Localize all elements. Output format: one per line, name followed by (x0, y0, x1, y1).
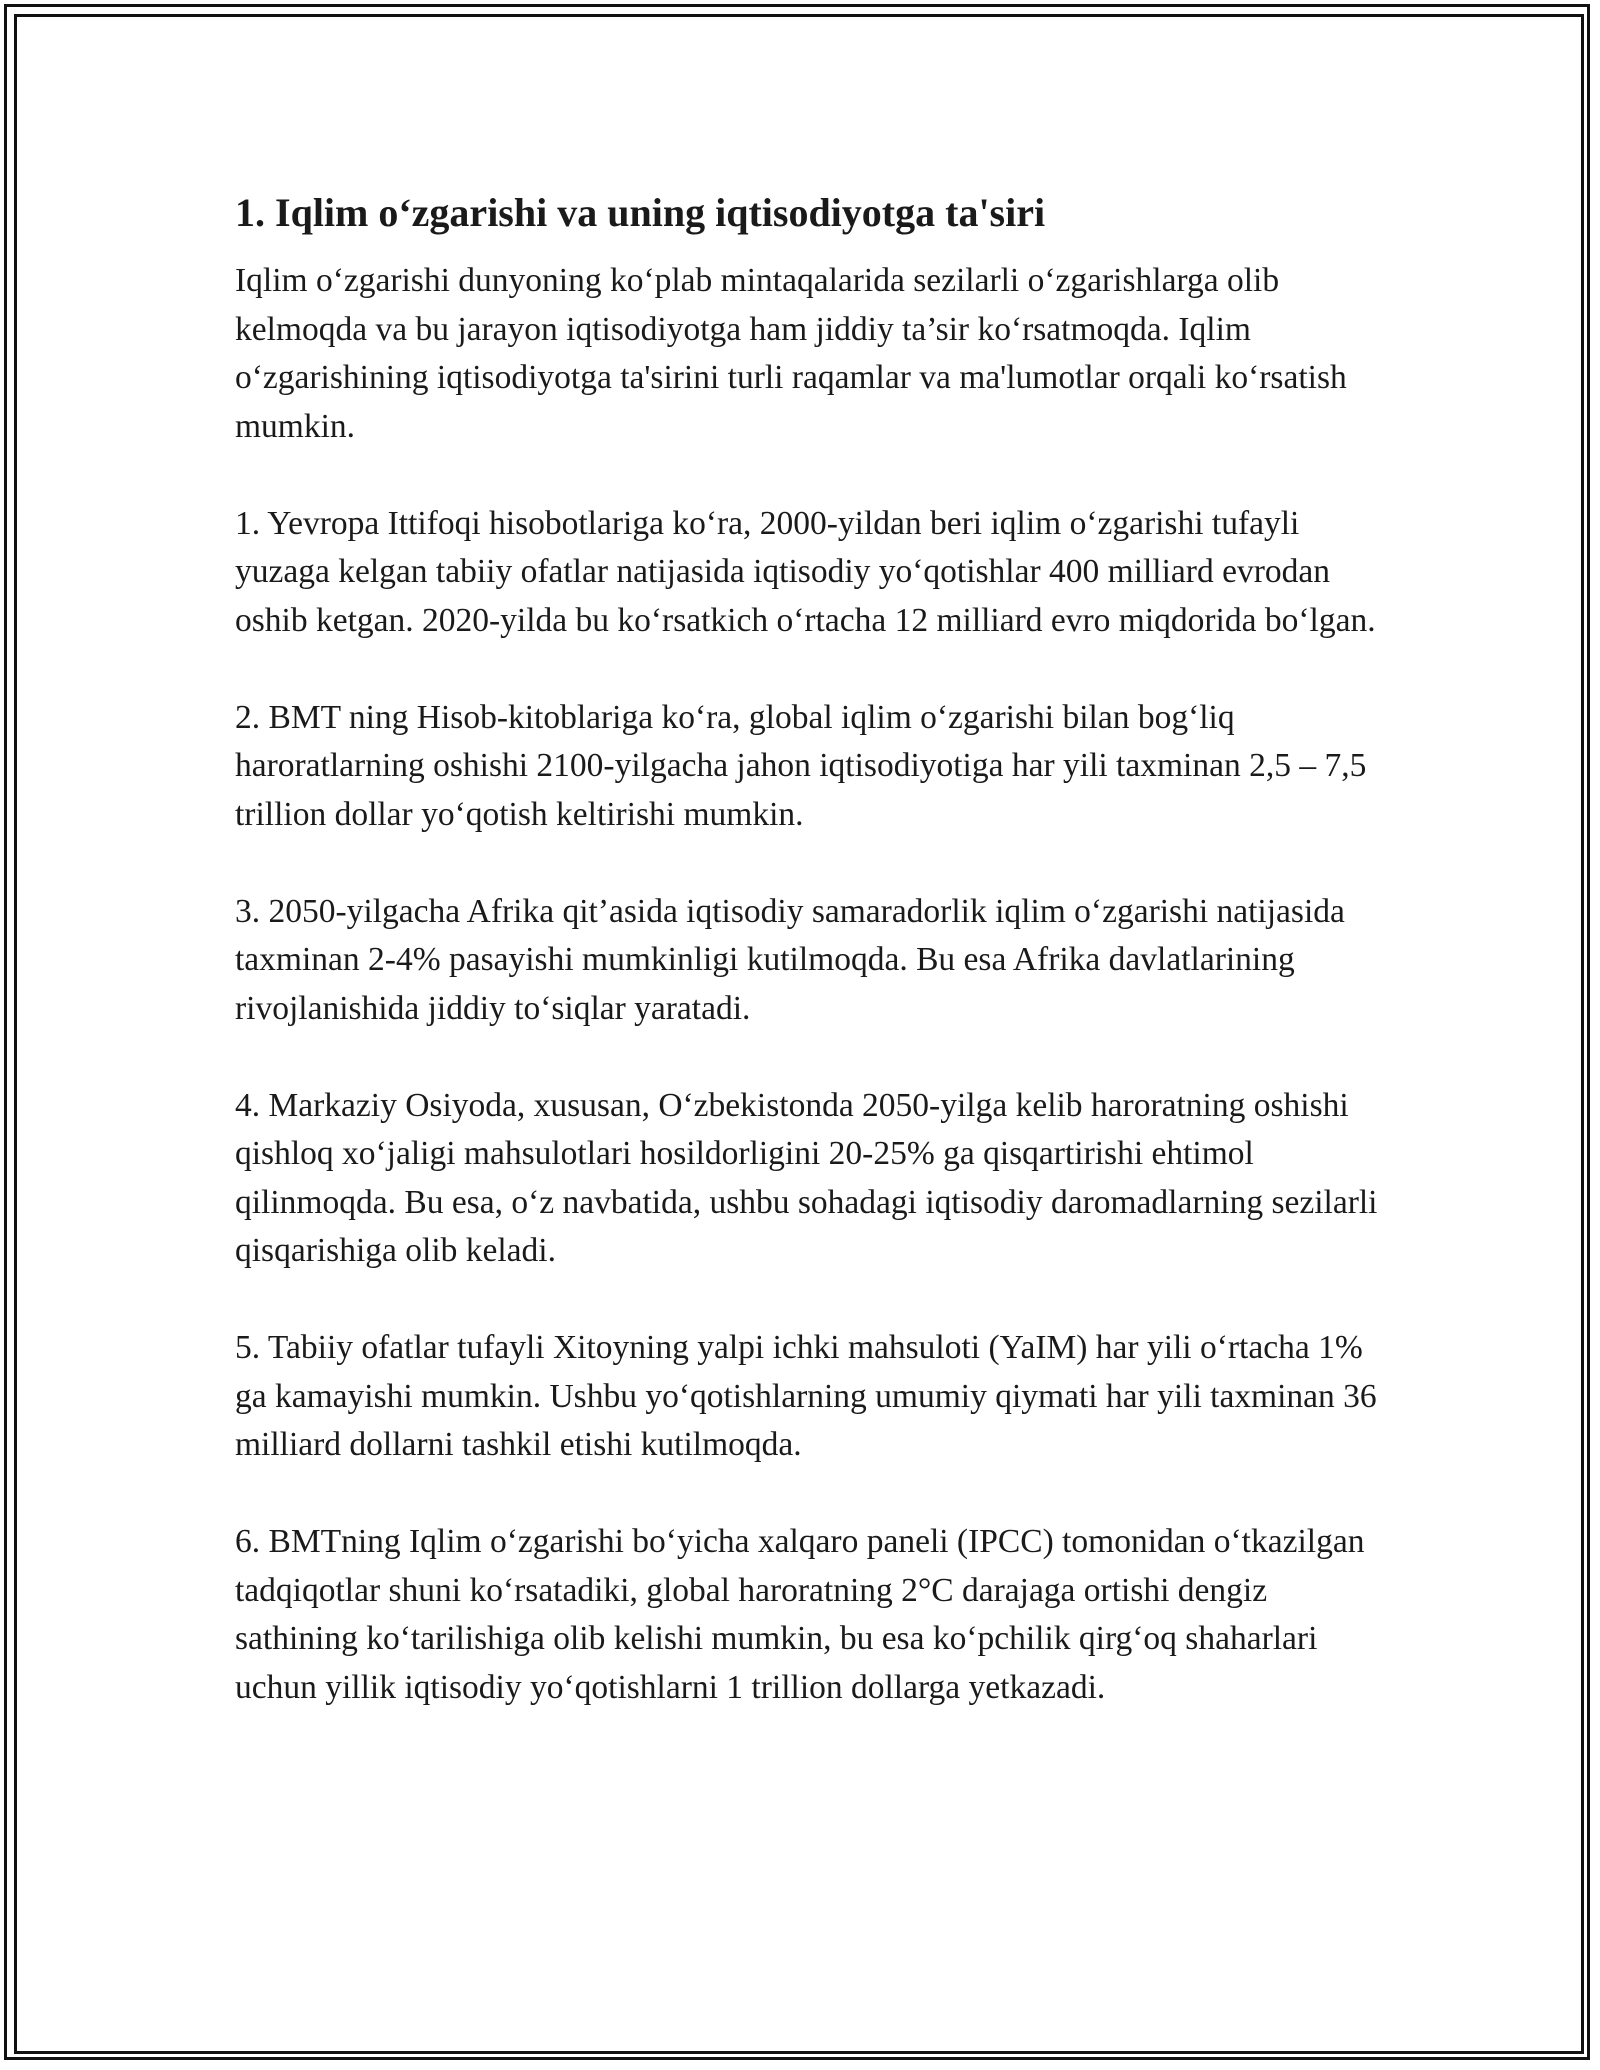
point-1-paragraph: 1. Yevropa Ittifoqi hisobotlariga ko‘ra, 2000-yildan beri iqlim o‘zgarishi tufayli yuzaga kelgan tabiiy ofatlar natijasida iqtisodiy yo‘qotishlar 400 milliard evrodan oshib ketgan. 2020-yilda bu ko‘rsatkich o‘rtacha 12 milliard evro miqdorida bo‘lgan. (235, 504, 1376, 639)
point-3-paragraph: 3. 2050-yilgacha Afrika qit’asida iqtisodiy samaradorlik iqlim o‘zgarishi natijasida taxminan 2-4% pasayishi mumkinligi kutilmoqda. Bu esa Afrika davlatlarining rivojlanishida jiddiy to‘siqlar yaratadi. (235, 892, 1345, 1027)
point-5-paragraph: 5. Tabiiy ofatlar tufayli Xitoyning yalpi ichki mahsuloti (YaIM) har yili o‘rtacha 1% ga kamayishi mumkin. Ushbu yo‘qotishlarning umumiy qiymati har yili taxminan 36 milliard dollarni tashkil etishi kutilmoqda. (235, 1329, 1377, 1463)
section-title: 1. Iqlim o‘zgarishi va uning iqtisodiyotga ta'siri (235, 190, 1046, 235)
document-body (235, 183, 1385, 1761)
point-4-paragraph: 4. Markaziy Osiyoda, xususan, O‘zbekistonda 2050-yilga kelib haroratning oshishi qishloq xo‘jaligi mahsulotlari hosildorligini 20-25% ga qisqartirishi ehtimol qilinmoqda. Bu esa, o‘z navbatida, ushbu sohadagi iqtisodiy daromadlarning sezilarli qisqarishiga olib keladi. (235, 1086, 1378, 1269)
point-2-paragraph: 2. BMT ning Hisob-kitoblariga ko‘ra, global iqlim o‘zgarishi bilan bog‘liq haroratlarning oshishi 2100-yilgacha jahon iqtisodiyotiga har yili taxminan 2,5 – 7,5 trillion dollar yo‘qotish keltirishi mumkin. (235, 698, 1367, 833)
intro-paragraph: Iqlim o‘zgarishi dunyoning ko‘plab mintaqalarida sezilarli o‘zgarishlarga olib kelmoqda va bu jarayon iqtisodiyotga ham jiddiy ta’sir ko‘rsatmoqda. Iqlim o‘zgarishining iqtisodiyotga ta'sirini turli raqamlar va ma'lumotlar orqali ko‘rsatish mumkin. (235, 262, 1347, 445)
point-6-paragraph: 6. BMTning Iqlim o‘zgarishi bo‘yicha xalqaro paneli (IPCC) tomonidan o‘tkazilgan tadqiqotlar shuni ko‘rsatadiki, global haroratning 2°C darajaga ortishi dengiz sathining ko‘tarilishiga olib kelishi mumkin, bu esa ko‘pchilik qirg‘oq shaharlari uchun yillik iqtisodiy yo‘qotishlarni 1 trillion dollarga yetkazadi. (235, 1523, 1365, 1706)
